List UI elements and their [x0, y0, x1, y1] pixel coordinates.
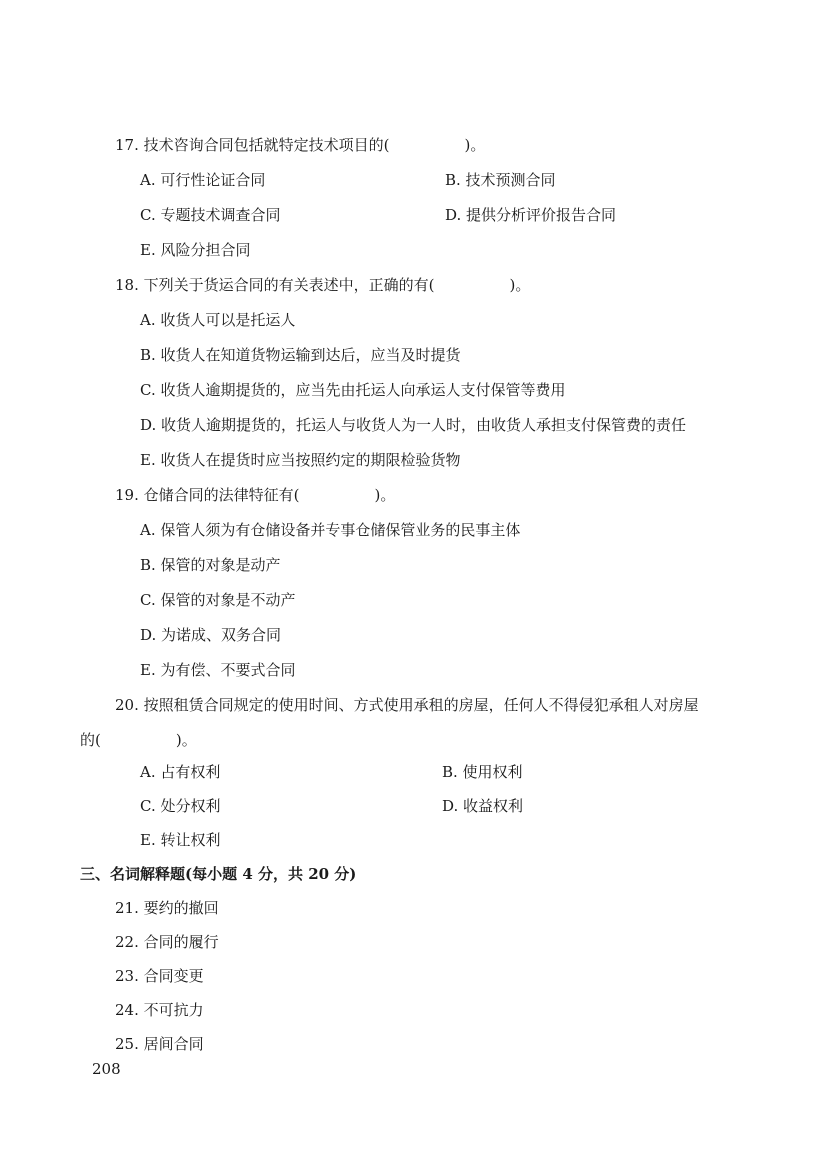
q20-option-d: D. 收益权利 [442, 797, 524, 815]
q19-option-c: C. 保管的对象是不动产 [140, 591, 296, 609]
question-17-stem: 17. 技术咨询合同包括就特定技术项目的( )。 [115, 136, 486, 154]
q17-option-e: E. 风险分担合同 [140, 241, 251, 259]
q20-option-e: E. 转让权利 [140, 831, 221, 849]
q19-option-e: E. 为有偿、不要式合同 [140, 661, 296, 679]
term-25: 25. 居间合同 [115, 1035, 204, 1053]
q17-option-b: B. 技术预测合同 [445, 171, 556, 189]
q19-option-a: A. 保管人须为有仓储设备并专事仓储保管业务的民事主体 [140, 521, 521, 539]
q19-option-b: B. 保管的对象是动产 [140, 556, 281, 574]
q18-option-e: E. 收货人在提货时应当按照约定的期限检验货物 [140, 451, 461, 469]
section-3-heading: 三、名词解释题(每小题 4 分，共 20 分) [80, 865, 357, 883]
page-number: 208 [92, 1060, 121, 1078]
question-19-stem: 19. 仓储合同的法律特征有( )。 [115, 486, 396, 504]
q19-option-d: D. 为诺成、双务合同 [140, 626, 282, 644]
q20-option-c: C. 处分权利 [140, 797, 221, 815]
term-24: 24. 不可抗力 [115, 1001, 204, 1019]
term-21: 21. 要约的撤回 [115, 899, 219, 917]
q18-option-b: B. 收货人在知道货物运输到达后，应当及时提货 [140, 346, 461, 364]
question-20-stem-line2: 的( )。 [80, 731, 197, 749]
question-18-stem: 18. 下列关于货运合同的有关表述中，正确的有( )。 [115, 276, 531, 294]
q18-option-c: C. 收货人逾期提货的，应当先由托运人向承运人支付保管等费用 [140, 381, 566, 399]
term-22: 22. 合同的履行 [115, 933, 219, 951]
q17-option-c: C. 专题技术调查合同 [140, 206, 281, 224]
q17-option-a: A. 可行性论证合同 [140, 171, 266, 189]
q18-option-d: D. 收货人逾期提货的，托运人与收货人为一人时，由收货人承担支付保管费的责任 [140, 416, 687, 434]
q20-option-a: A. 占有权利 [140, 763, 221, 781]
question-20-stem-line1: 20. 按照租赁合同规定的使用时间、方式使用承租的房屋，任何人不得侵犯承租人对房屋 [115, 696, 699, 714]
q17-option-d: D. 提供分析评价报告合同 [445, 206, 617, 224]
q20-option-b: B. 使用权利 [442, 763, 523, 781]
term-23: 23. 合同变更 [115, 967, 204, 985]
q18-option-a: A. 收货人可以是托运人 [140, 311, 296, 329]
